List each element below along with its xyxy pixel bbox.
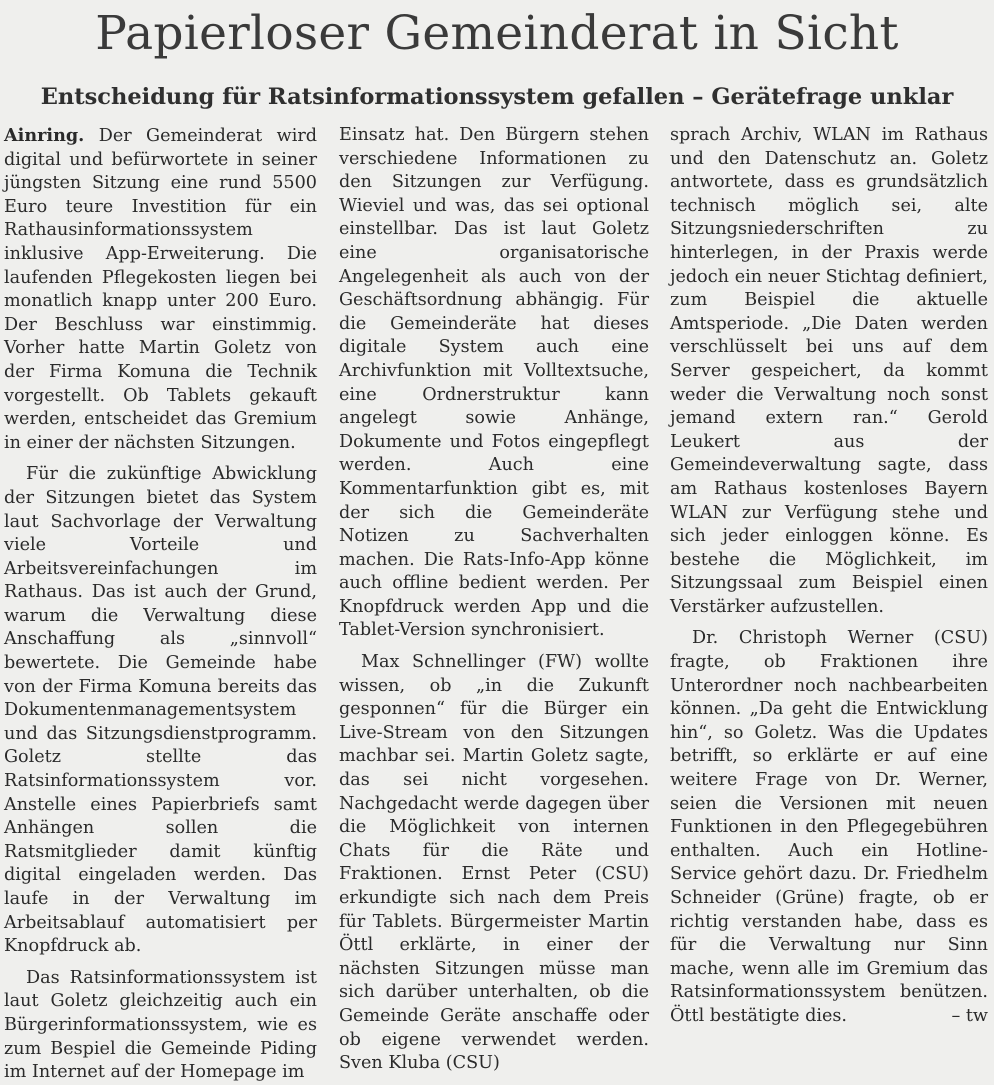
paragraph-system-benefits: Für die zukünftige Abwicklung der Sitzungen bietet das System laut Sachvorlage der Verwaltung viele Vorteile und Arbeitsvereinfachungen im Rathaus. Das ist auch der Grund, warum die Verwaltung diese Anschaffung als „sinnvoll“ bewertete. Die Gemeinde habe von der Firma Komuna bereits das Dokumentenmanagementsystem und das Sitzungsdienstprogramm. Goletz stellte das Ratsinformationssystem vor. Anstelle eines Papierbriefs samt Anhängen sollen die Ratsmitglieder damit künftig digital eingeladen werden. Das laufe in der Verwaltung im Arbeitsablauf automatisiert per Knopfdruck ab.	[4, 464, 317, 957]
dateline: Ainring.	[4, 125, 85, 146]
article-column-3	[670, 124, 988, 1029]
headline: Papierloser Gemeinderat in Sicht	[95, 6, 899, 61]
paragraph-updates	[670, 627, 988, 1028]
paragraph-citizen-info-part1	[4, 967, 317, 1085]
article-column-1	[4, 124, 317, 1085]
author-signature: – tw	[951, 1005, 988, 1026]
paragraph-intro-text: Der Gemeinderat wird digital und befürwortete in seiner jüngsten Sitzung eine rund 5500 Euro teure Investition für ein Rathausinformationssystem inklusive App-Erweiterung. Die laufenden Pflegekosten liegen bei monatlich knapp unter 200 Euro. Der Beschluss war einstimmig. Vorher hatte Martin Goletz von der Firma Komuna die Technik vorgestellt. Ob Tablets gekauft werden, entscheidet das Gremium in einer der nächsten Sitzungen.	[4, 126, 317, 453]
paragraph-questions-part1: Max Schnellinger (FW) wollte wissen, ob „in die Zukunft gesponnen“ für die Bürger ein Live-Stream von den Sitzungen machbar sei. Martin Goletz sagte, das sei nicht vorgesehen. Nachgedacht werde dagegen über die Möglichkeit von internen Chats für die Räte und Fraktionen. Ernst Peter (CSU) erkundigte sich nach dem Preis für Tablets. Bürgermeister Martin Öttl erklärte, in einer der nächsten Sitzungen müsse man sich darüber unterhalten, ob die Gemeinde Geräte anschaffe oder ob eigene verwendet werden. Sven Kluba (CSU)	[339, 652, 649, 1074]
article-column-2	[339, 124, 649, 1076]
paragraph-updates-text: Dr. Christoph Werner (CSU) fragte, ob Fraktionen ihre Unterordner noch nachbearbeiten können. „Da geht die Entwicklung hin“, so Goletz. Was die Updates betrifft, so erklärte er auf eine weitere Frage von Dr. Werner, seien die Versionen mit neuen Funktionen in den Pflegegebühren enthalten. Auch ein Hotline-Service gehört dazu. Dr. Friedhelm Schneider (Grüne) fragte, ob er richtig verstanden habe, dass es für die Verwaltung nur Sinn mache, wenn alle im Gremium das Ratsinformationssystem benützen. Öttl bestätigte dies.	[670, 628, 988, 1026]
subheadline: Entscheidung für Ratsinformationssystem gefallen – Gerätefrage unklar	[40, 84, 954, 110]
paragraph-citizen-info-line: Das Ratsinformationssystem ist laut Goletz gleichzeitig auch ein Bürgerinformationssystem, wie es zum Bespiel die Gemeinde Piding im Internet auf der Homepage im	[4, 967, 317, 1083]
paragraph-questions-part2: sprach Archiv, WLAN im Rathaus und den Datenschutz an. Goletz antwortete, dass es grundsätzlich technisch möglich sei, alte Sitzungsniederschriften zu hinterlegen, in der Praxis werde jedoch ein neuer Stichtag definiert, zum Beispiel die aktuelle Amtsperiode. „Die Daten werden verschlüsselt bei uns auf dem Server gespeichert, da kommt weder die Verwaltung noch sonst jemand extern ran.“ Gerold Leukert aus der Gemeindeverwaltung sagte, dass am Rathaus kostenloses Bayern WLAN zur Verfügung stehe und sich jeder einloggen könne. Es bestehe die Möglichkeit, im Sitzungssaal zum Beispiel einen Verstärker aufzustellen.	[670, 125, 988, 617]
paragraph-citizen-info-part2: Einsatz hat. Den Bürgern stehen verschiedene Informationen zu den Sitzungen zur Verfügung. Wieviel und was, das sei optional einstellbar. Das ist laut Goletz eine organisatorische Angelegenheit als auch von der Geschäftsordnung abhängig. Für die Gemeinderäte hat dieses digitale System auch eine Archivfunktion mit Volltextsuche, eine Ordnerstruktur kann angelegt sowie Anhänge, Dokumente und Fotos eingepflegt werden. Auch eine Kommentarfunktion gibt es, mit der sich die Gemeinderäte Notizen zu Sachverhalten machen. Die Rats-Info-App könne auch offline bedient werden. Per Knopfdruck werden App und die Tablet-Version synchronisiert.	[339, 125, 649, 641]
paragraph-intro	[4, 124, 317, 455]
